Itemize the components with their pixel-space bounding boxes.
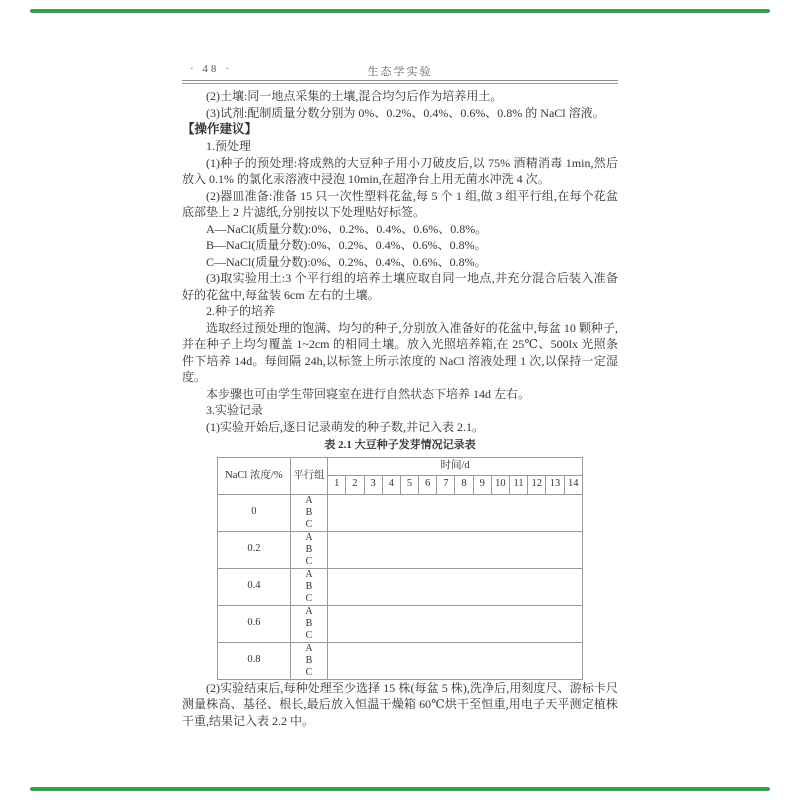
group-b-label: B	[305, 506, 313, 518]
group-cell	[290, 531, 327, 568]
closing-paragraph: (2)实验结束后,每种处理至少选择 15 株(每盆 5 株),洗净后,用刻度尺、游标卡尺测量株高、基径、根长,最后放入恒温干燥箱 60℃烘干至恒重,用电子天平测定植株干重,结果记入表 2.2 中。	[182, 680, 618, 728]
running-title: 生态学实验	[367, 66, 433, 78]
group-a-label: A	[305, 642, 313, 654]
day-col: 9	[473, 475, 491, 494]
group-c-label: C	[305, 555, 313, 567]
conc-cell: 0.4	[218, 568, 291, 605]
top-border-line	[30, 9, 770, 13]
conc-cell: 0.8	[218, 642, 291, 679]
group-a-label: A	[305, 494, 313, 506]
table-row	[218, 605, 583, 642]
group-cell	[290, 568, 327, 605]
record-cell-empty	[328, 531, 583, 568]
group-b-label: B	[305, 543, 313, 555]
step-2-body: 选取经过预处理的饱满、均匀的种子,分别放入准备好的花盆中,每盆 10 颗种子,并在种子上均匀覆盖 1~2cm 的相同土壤。放入光照培养箱,在 25℃、500lx 光照条件下培养 14d。每间隔 24h,以标签上所示浓度的 NaCl 溶液处理 1 次,以保持一定湿度。	[182, 320, 618, 384]
page-number: · 48 ·	[190, 63, 232, 75]
para-reagent: (3)试剂:配制质量分数分别为 0%、0.2%、0.4%、0.6%、0.8% 的 NaCl 溶液。	[206, 105, 605, 120]
day-col: 3	[364, 475, 382, 494]
day-col: 5	[400, 475, 418, 494]
para-soil: (2)土壤:同一地点采集的土壤,混合均匀后作为培养用土。	[206, 89, 503, 103]
bottom-border-line	[30, 787, 770, 791]
day-col: 10	[491, 475, 509, 494]
day-col: 4	[382, 475, 400, 494]
conc-cell: 0.2	[218, 531, 291, 568]
col-header-time: 时间/d	[328, 458, 583, 476]
step-2-title: 2.种子的培养	[206, 304, 276, 318]
table-row	[218, 568, 583, 605]
day-col: 7	[437, 475, 455, 494]
step-2-note: 本步骤也可由学生带回寝室在进行自然状态下培养 14d 左右。	[206, 386, 531, 401]
record-cell-empty	[328, 494, 583, 531]
group-c-label: C	[305, 592, 313, 604]
record-cell-empty	[328, 568, 583, 605]
day-col: 8	[455, 475, 473, 494]
table-title: 表 2.1 大豆种子发芽情况记录表	[324, 439, 476, 451]
day-col: 14	[564, 475, 582, 494]
day-col: 12	[528, 475, 546, 494]
step-1-title: 1.预处理	[206, 139, 252, 153]
group-b-label: B	[305, 654, 313, 666]
step-3-title: 3.实验记录	[206, 403, 264, 417]
record-cell-empty	[328, 605, 583, 642]
group-b-label: B	[305, 580, 313, 592]
day-col: 2	[346, 475, 364, 494]
label-line-c: C—NaCl(质量分数):0%、0.2%、0.4%、0.6%、0.8%。	[206, 254, 487, 269]
page-content	[182, 88, 618, 729]
step-1-item-2: (2)器皿准备:准备 15 只一次性塑料花盆,每 5 个 1 组,做 3 组平行组,在每个花盆底部垫上 2 片滤纸,分别按以下处理贴好标签。	[182, 188, 618, 219]
table-row	[218, 642, 583, 679]
group-cell	[290, 605, 327, 642]
step-1-item-3: (3)取实验用土:3 个平行组的培养土壤应取自同一地点,并充分混合后装入准备好的花盆中,每盆装 6cm 左右的土壤。	[182, 271, 618, 302]
section-heading-operation-suggestions: 【操作建议】	[182, 122, 258, 136]
group-c-label: C	[305, 629, 313, 641]
germination-record-table	[217, 457, 583, 680]
col-header-nacl: NaCl 浓度/%	[218, 458, 291, 495]
day-col: 1	[328, 475, 346, 494]
group-cell	[290, 642, 327, 679]
group-a-label: A	[305, 605, 313, 617]
group-cell	[290, 494, 327, 531]
day-col: 6	[419, 475, 437, 494]
label-line-a: A—NaCl(质量分数):0%、0.2%、0.4%、0.6%、0.8%。	[206, 221, 488, 236]
step-1-item-1: (1)种子的预处理:将成熟的大豆种子用小刀破皮后,以 75% 酒精消毒 1min,然后放入 0.1% 的氯化汞溶液中浸泡 10min,在超净台上用无菌水冲洗 4 次。	[182, 155, 618, 186]
col-header-group: 平行组	[290, 458, 327, 495]
step-3-item-1: (1)实验开始后,逐日记录萌发的种子数,并记入表 2.1。	[206, 419, 484, 434]
page-header	[182, 63, 618, 78]
label-line-b: B—NaCl(质量分数):0%、0.2%、0.4%、0.6%、0.8%。	[206, 238, 487, 252]
conc-cell: 0	[218, 494, 291, 531]
table-row	[218, 494, 583, 531]
record-cell-empty	[328, 642, 583, 679]
table-row	[218, 531, 583, 568]
group-a-label: A	[305, 531, 313, 543]
group-a-label: A	[305, 568, 313, 580]
group-c-label: C	[305, 666, 313, 678]
group-b-label: B	[305, 617, 313, 629]
day-col: 13	[546, 475, 564, 494]
header-double-rule	[182, 80, 618, 84]
day-col: 11	[510, 475, 528, 494]
conc-cell: 0.6	[218, 605, 291, 642]
group-c-label: C	[305, 518, 313, 530]
